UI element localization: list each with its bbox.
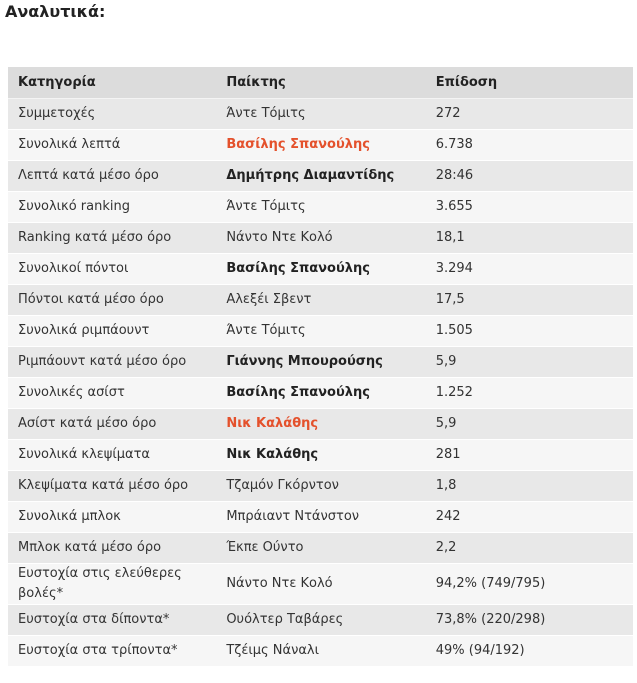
player-cell: Νικ Καλάθης (216, 440, 425, 471)
table-row (8, 130, 633, 161)
table-row (8, 533, 633, 564)
column-header-value: Επίδοση (426, 67, 633, 99)
table-header-row (8, 67, 633, 99)
section-heading: Αναλυτικά: (5, 2, 106, 21)
table-row (8, 254, 633, 285)
category-cell: Πόντοι κατά μέσο όρο (8, 285, 216, 316)
table-row (8, 636, 633, 667)
value-cell: 28:46 (426, 161, 633, 192)
table-row (8, 223, 633, 254)
category-cell: Συνολικά ριμπάουντ (8, 316, 216, 347)
player-cell: Τζέιμς Νάναλι (216, 636, 425, 667)
table-row (8, 440, 633, 471)
category-cell: Ριμπάουντ κατά μέσο όρο (8, 347, 216, 378)
value-cell: 1,8 (426, 471, 633, 502)
table-row (8, 347, 633, 378)
table-row (8, 285, 633, 316)
player-cell: Γιάννης Μπουρούσης (216, 347, 425, 378)
category-cell: Συνολικό ranking (8, 192, 216, 223)
value-cell: 94,2% (749/795) (426, 564, 633, 605)
player-cell: Τζαμόν Γκόρντον (216, 471, 425, 502)
category-cell: Ασίστ κατά μέσο όρο (8, 409, 216, 440)
player-cell: Δημήτρης Διαμαντίδης (216, 161, 425, 192)
category-cell: Συνολικά λεπτά (8, 130, 216, 161)
stats-table (8, 67, 633, 666)
table-row (8, 471, 633, 502)
player-cell: Νάντο Ντε Κολό (216, 223, 425, 254)
table-row (8, 161, 633, 192)
table-row (8, 378, 633, 409)
value-cell: 3.294 (426, 254, 633, 285)
player-cell: Βασίλης Σπανούλης (216, 378, 425, 409)
table-row (8, 409, 633, 440)
player-cell: Άντε Τόμιτς (216, 99, 425, 130)
table-row (8, 99, 633, 130)
column-header-category: Κατηγορία (8, 67, 216, 99)
table-row (8, 564, 633, 605)
category-cell: Ευστοχία στα τρίποντα* (8, 636, 216, 667)
value-cell: 242 (426, 502, 633, 533)
table-row (8, 605, 633, 636)
player-cell: Νικ Καλάθης (216, 409, 425, 440)
table-row (8, 316, 633, 347)
player-cell: Νάντο Ντε Κολό (216, 564, 425, 605)
category-cell: Συνολικά μπλοκ (8, 502, 216, 533)
player-cell: Μπράιαντ Ντάνστον (216, 502, 425, 533)
value-cell: 49% (94/192) (426, 636, 633, 667)
category-cell: Ευστοχία στα δίποντα* (8, 605, 216, 636)
player-cell: Βασίλης Σπανούλης (216, 130, 425, 161)
table-body (8, 99, 633, 667)
value-cell: 18,1 (426, 223, 633, 254)
category-cell: Μπλοκ κατά μέσο όρο (8, 533, 216, 564)
value-cell: 272 (426, 99, 633, 130)
value-cell: 73,8% (220/298) (426, 605, 633, 636)
category-cell: Συνολικά κλεψίματα (8, 440, 216, 471)
player-cell: Βασίλης Σπανούλης (216, 254, 425, 285)
category-cell: Συνολικές ασίστ (8, 378, 216, 409)
value-cell: 17,5 (426, 285, 633, 316)
category-cell: Ranking κατά μέσο όρο (8, 223, 216, 254)
category-cell: Ευστοχία στις ελεύθερες βολές* (8, 564, 216, 605)
category-cell: Συνολικοί πόντοι (8, 254, 216, 285)
value-cell: 3.655 (426, 192, 633, 223)
table-row (8, 502, 633, 533)
player-cell: Αλεξέι Σβεντ (216, 285, 425, 316)
value-cell: 5,9 (426, 347, 633, 378)
value-cell: 5,9 (426, 409, 633, 440)
value-cell: 2,2 (426, 533, 633, 564)
player-cell: Άντε Τόμιτς (216, 192, 425, 223)
table-row (8, 192, 633, 223)
player-cell: Έκπε Ούντο (216, 533, 425, 564)
value-cell: 1.505 (426, 316, 633, 347)
value-cell: 6.738 (426, 130, 633, 161)
column-header-player: Παίκτης (216, 67, 425, 99)
category-cell: Συμμετοχές (8, 99, 216, 130)
value-cell: 1.252 (426, 378, 633, 409)
value-cell: 281 (426, 440, 633, 471)
category-cell: Κλεψίματα κατά μέσο όρο (8, 471, 216, 502)
player-cell: Άντε Τόμιτς (216, 316, 425, 347)
player-cell: Ουόλτερ Ταβάρες (216, 605, 425, 636)
category-cell: Λεπτά κατά μέσο όρο (8, 161, 216, 192)
